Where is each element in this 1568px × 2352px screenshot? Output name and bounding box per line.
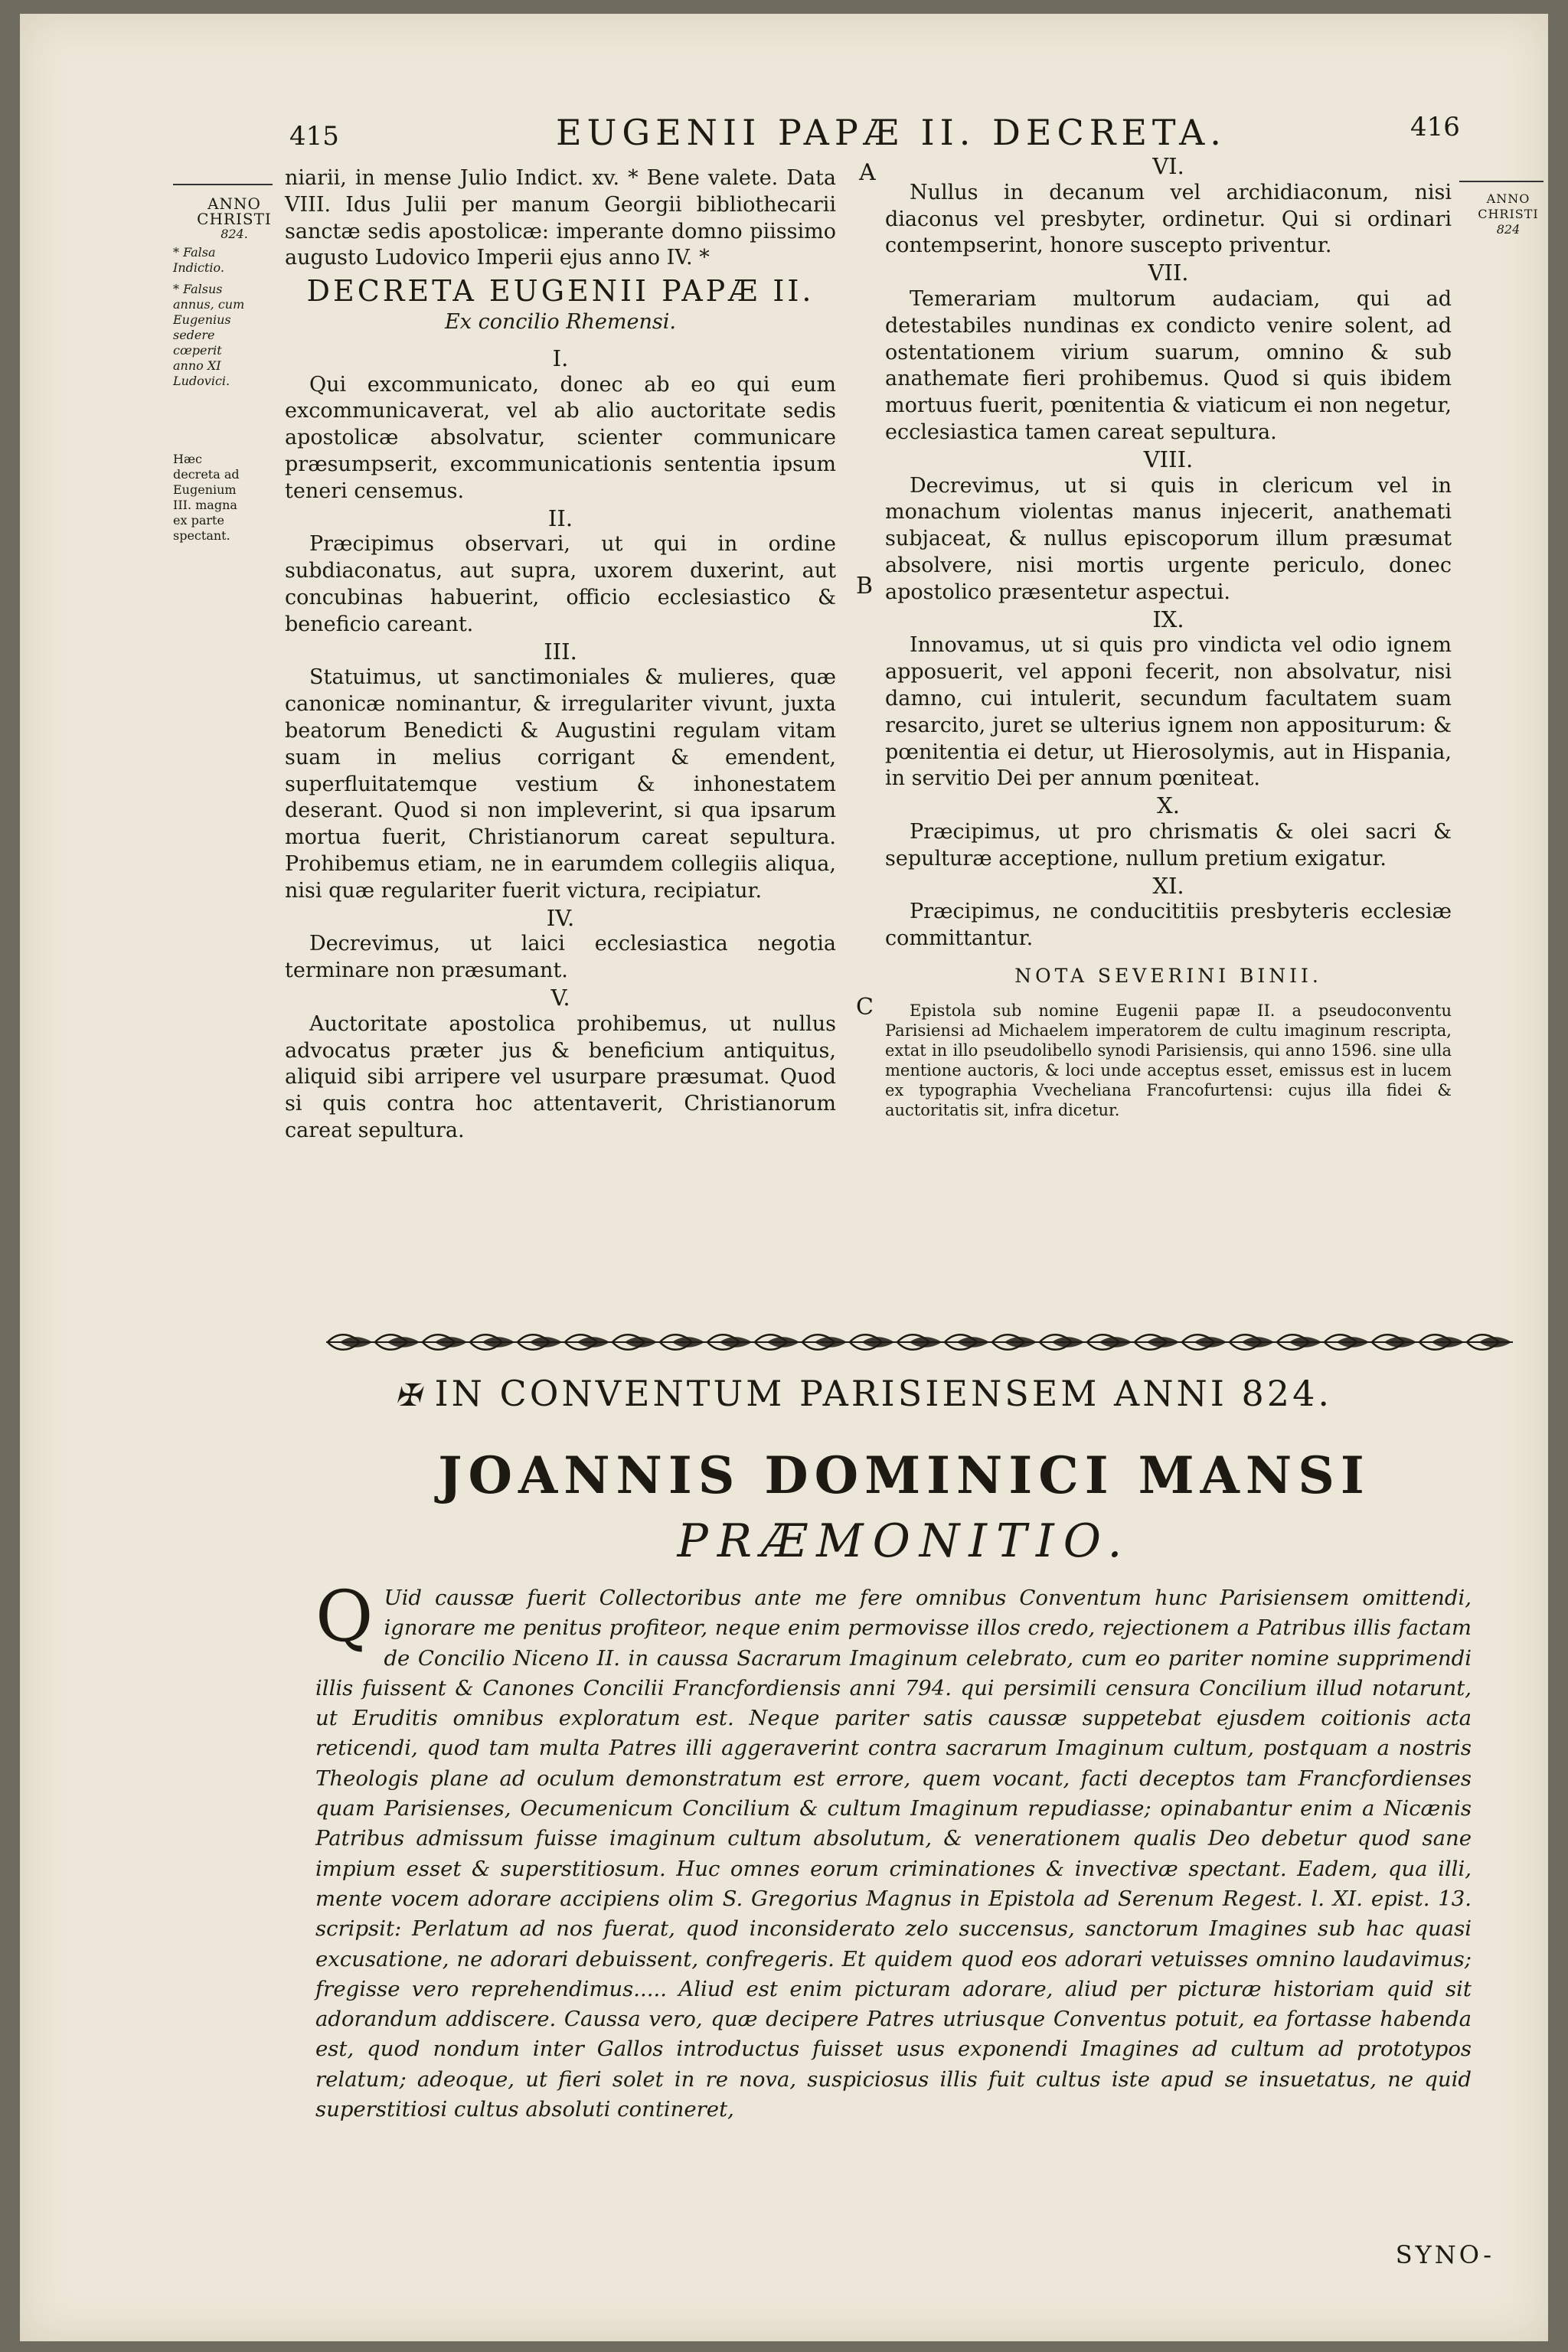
canon-heading-11: XI.: [1152, 872, 1184, 899]
praemonitio-text: Uid caussæ fuerit Collectoribus ante me fere omnibus Conventum hunc Parisiensem omittendi, ignorare me penitus profiteor, neque enim permovisse illos credo, rejectionem a Patribus illis factam de Concilio Niceno II. in caussa Sacrarum Imaginum celebrato, cum eo pariter nomine supprimendi illis fuissent & Canones Concilii Francfordiensis anni 794. qui persimili censura Concilium illud notarunt, ut Eruditis omnibus exploratum est. Neque pariter satis caussæ suppetebat ejusdem coitionis acta reticendi, quod tam multa Patres illi aggeraverint contra sacrarum Imaginum cultum, postquam a nostris Theologis plane ad oculum demonstratum est errore, quem vocant, facti deceptos tam Francfordienses quam Parisienses, Oecumenicum Concilium & cultum Imaginum repudiasse; opinabantur enim a Nicænis Patribus admissum fuisse imaginum cultum absolutum, & venerationem qualis Deo debetur quod sane impium esset & superstitiosum. Huc omnes eorum criminationes & invectivæ spectant. Eadem, qua illi, mente vocem adorare accipiens olim S. Gregorius Magnus in Epistola ad Serenum Regest. l. XI. epist. 13. scripsit: Perlatum ad nos fuerat, quod inconsiderato zelo succensus, sanctorum Imagines sub hac quasi excusatione, ne adorari debuissent, confregeris. Et quidem quod eos adorari vetuisses omnino laudavimus; fregisse vero reprehendimus..... Aliud est enim picturam adorare, aliud per picturæ historiam quid sit adorandum addiscere. Caussa vero, quæ decipere Patres utriusque Conventus potuit, ea fortasse habenda est, quod nondum inter Gallos introductus fuisset usus exponendi Imagines ad cultum ad prototypos relatum; adeoque, ut fieri solet in re nova, suspiciosus illis fuit cultus iste apud se insuetatus, ne quid superstitiosi cultus absoluti contineret,: [315, 1586, 1472, 2122]
running-title: EUGENII PAPÆ II. DECRETA.: [556, 112, 1227, 153]
nota-binii-body: Epistola sub nomine Eugenii papæ II. a pseudoconventu Parisiensi ad Michaelem imperatorem de cultu imaginum rescripta, extat in illo pseudolibello synodi Parisiensis, qui anno 1596. sine ulla mentione auctoris, & loci unde acceptus esset, emissus est in lucem ex typographia Vvecheliana Francofurtensi: cujus illa fidei & auctoritatis sit, infra dicetur.: [885, 1001, 1452, 1119]
column-marker-a: A: [859, 159, 876, 186]
canon-9: Innovamus, ut si quis pro vindicta vel odio ignem apposuerit, vel apponi fecerit, non absolvatur, nisi damno, cui intulerit, secundum facultatem suam resarcito, juret se ulterius ignem non appositurum: & pœnitentia ei detur, ut Hierosolymis, aut in Hispania, in servitio Dei per annum pœniteat.: [885, 633, 1452, 791]
canon-heading-6: VI.: [1152, 153, 1184, 179]
conventum-title-line: [395, 1373, 1332, 1414]
margin-year: 824.: [220, 227, 248, 241]
canon-heading-8: VIII.: [1143, 446, 1194, 472]
canon-8: Decrevimus, ut si quis in clericum vel in monachum violentas manus injecerit, anathemati subjaceat, & nullus episcoporum illum præsumat absolvere, nisi mortis urgente periculo, donec apostolico præsentetur aspectui.: [885, 473, 1452, 604]
margin-right-anno: ANNO: [1486, 191, 1530, 206]
canon-11: Præcipimus, ne conducititiis presbyteris ecclesiæ committantur.: [885, 900, 1452, 951]
canon-6: Nullus in decanum vel archidiaconum, nisi diaconus vel presbyter, ordinetur. Qui si ordinari contempserint, honore suscepto priventur.: [885, 180, 1452, 258]
canon-heading-10: X.: [1157, 792, 1180, 819]
ornamental-rule: [326, 1331, 1513, 1354]
page-number-left: 415: [289, 121, 339, 152]
page: [20, 14, 1548, 2341]
drop-cap: Q: [315, 1576, 374, 1658]
canon-heading-4: IV.: [546, 904, 575, 931]
margin-right-christi: CHRISTI: [1478, 207, 1539, 221]
canon-heading-7: VII.: [1148, 260, 1189, 286]
canon-heading-5: V.: [550, 984, 570, 1011]
canon-5: Auctoritate apostolica prohibemus, ut nullus advocatus præter jus & beneficium antiquitus, aliquid sibi arripere vel usurpare præsumat. Quod si quis contra hoc attentaverit, Christianorum careat sepultura.: [285, 1011, 836, 1142]
praemonitio-title: PRÆMONITIO.: [677, 1514, 1132, 1568]
page-number-right: 416: [1410, 112, 1460, 142]
column-marker-c: C: [856, 994, 874, 1021]
margin-note-decreta: Hæc decreta ad Eugenium III. magna ex parte spectant.: [173, 452, 240, 543]
decreta-subtitle: Ex concilio Rhemensi.: [445, 309, 676, 334]
nota-binii-title: NOTA SEVERINI BINII.: [1014, 964, 1322, 987]
canon-heading-3: III.: [544, 638, 577, 665]
left-column: [285, 165, 836, 1145]
canon-10: Præcipimus, ut pro chrismatis & olei sacri & sepulturæ acceptione, nullum pretium exigatur.: [885, 819, 1452, 871]
canon-heading-9: IX.: [1152, 606, 1184, 632]
canon-heading-2: II.: [547, 505, 573, 531]
canon-4: Decrevimus, ut laici ecclesiastica negotia terminare non præsumant.: [285, 932, 836, 983]
margin-rule-right: [1459, 181, 1544, 182]
letter-ending: niarii, in mense Julio Indict. xv. * Bene valete. Data VIII. Idus Julii per manum Georgii bibliothecarii sanctæ sedis apostolicæ: imperante domno piissimo augusto Ludovico Imperii ejus anno IV. *: [285, 166, 836, 270]
canon-1: Qui excommunicato, donec ab eo qui eum excommunicaverat, vel ab alio auctoritate sedis apostolicæ absolvatur, scienter communicare præsumpserit, excommunicationis sententia ipsum teneri censemus.: [285, 372, 836, 503]
column-marker-b: B: [856, 573, 874, 599]
canon-7: Temerariam multorum audaciam, qui ad detestabiles nundinas ex condicto venire solent, ad ostentationem virium suarum, omnino & sub anathemate fieri prohibemus. Quod si quis ibidem mortuus fuerit, pœnitentia & viaticum ei non negetur, ecclesiastica tamen careat sepultura.: [885, 286, 1452, 444]
canon-3: Statuimus, ut sanctimoniales & mulieres, quæ canonicæ nominantur, & irregulariter vivunt, juxta beatorum Benedicti & Augustini regulam vitam suam in melius corrigant & emendent, superfluitatemque vestium & inhonestatem deserant. Quod si non impleverint, si qua ipsarum mortua fuerit, Christianorum careat sepultura. Prohibemus etiam, ne in earumdem collegiis aliqua, nisi quæ regulariter fuerit victura, recipiatur.: [285, 665, 836, 903]
margin-notes-right: [1472, 191, 1545, 237]
margin-rule-left: [173, 184, 273, 185]
praemonitio-body: [315, 1576, 1472, 2125]
conventum-title: IN CONVENTUM PARISIENSEM ANNI 824.: [434, 1373, 1332, 1414]
margin-note-annus: * Falsus annus, cum Eugenius sedere cœperit anno XI Ludovici.: [173, 282, 245, 388]
cross-icon: ✠: [395, 1378, 424, 1413]
margin-right-year: 824: [1496, 222, 1521, 237]
mansi-title: JOANNIS DOMINICI MANSI: [438, 1446, 1370, 1505]
decreta-title: DECRETA EUGENII PAPÆ II.: [306, 274, 815, 309]
margin-christi: CHRISTI: [197, 210, 272, 228]
margin-notes-left: [173, 196, 296, 544]
margin-note-indictio: * Falsa Indictio.: [173, 245, 224, 275]
canon-heading-1: I.: [552, 345, 569, 371]
catchword: SYNO-: [1395, 2240, 1494, 2269]
right-column: [885, 153, 1452, 1120]
canon-2: Præcipimus observari, ut qui in ordine subdiaconatus, aut supra, uxorem duxerint, aut concubinas habuerint, officio ecclesiastico & beneficio careant.: [285, 532, 836, 636]
margin-anno: ANNO: [207, 194, 261, 213]
